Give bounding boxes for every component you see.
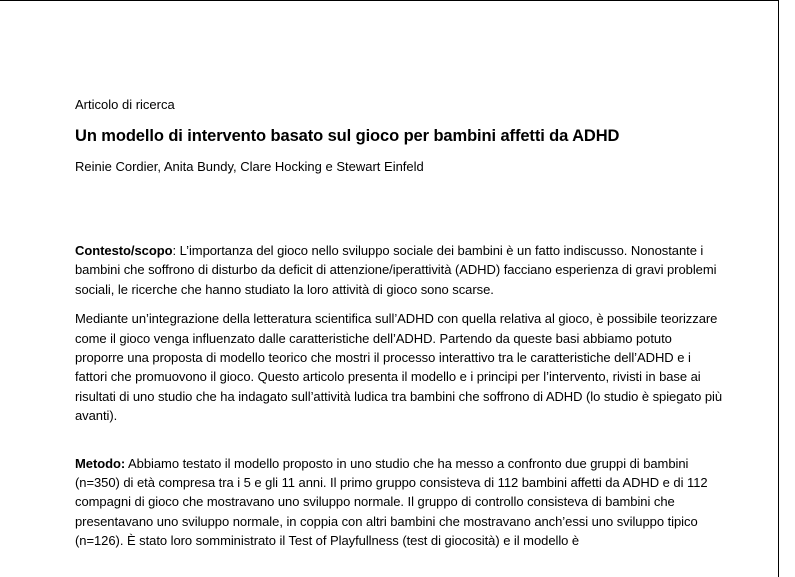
document-content	[75, 97, 723, 551]
article-authors: Reinie Cordier, Anita Bundy, Clare Hocking e Stewart Einfeld	[75, 159, 424, 174]
section-text-metodo: Abbiamo testato il modello proposto in uno studio che ha messo a confronto due gruppi di bambini (n=350) di età compresa tra i 5 e gli 11 anni. Il primo gruppo consisteva di 112 bambini affetti da ADHD e di 112 compagni di gioco che mostravano uno sviluppo normale. Il gruppo di controllo consisteva di bambini che presentavano uno sviluppo normale, in coppia con altri bambini che mostravano anch’essi uno sviluppo tipico (n=126). È stato loro somministrato il Test of Playfullness (test di giocosità) e il modello è	[75, 455, 708, 549]
section-text-contesto: : L’importanza del gioco nello sviluppo sociale dei bambini è un fatto indiscusso. Nonostante i bambini che soffrono di disturbo da deficit di attenzione/iperattività (ADHD) facciano esperienza di gravi problemi sociali, le ricerche che hanno studiato la loro attività di gioco sono scarse.	[75, 243, 717, 297]
section-label-contesto: Contesto/scopo	[75, 243, 173, 258]
section-label-metodo: Metodo:	[75, 455, 126, 471]
paragraph-metodo	[75, 454, 723, 551]
paragraph-mediante: Mediante un’integrazione della letteratura scientifica sull’ADHD con quella relativa al gioco, è possibile teorizzare come il gioco venga influenzato dalle caratteristiche dell’ADHD. Partendo da queste basi abbiamo potuto proporre una proposta di modello teorico che mostri il processo interattivo tra le caratteristiche dell’ADHD e i fattori che promuovono il gioco. Questo articolo presenta il modello e i principi per l’intervento, rivisti in base ai risultati di uno studio che ha indagato sull’attività ludica tra bambini che soffrono di ADHD (lo studio è spiegato più avanti).	[75, 311, 723, 424]
article-title: Un modello di intervento basato sul gioco per bambini affetti da ADHD	[75, 127, 620, 145]
article-type-label: Articolo di ricerca	[75, 97, 175, 112]
paragraph-contesto	[75, 241, 723, 299]
